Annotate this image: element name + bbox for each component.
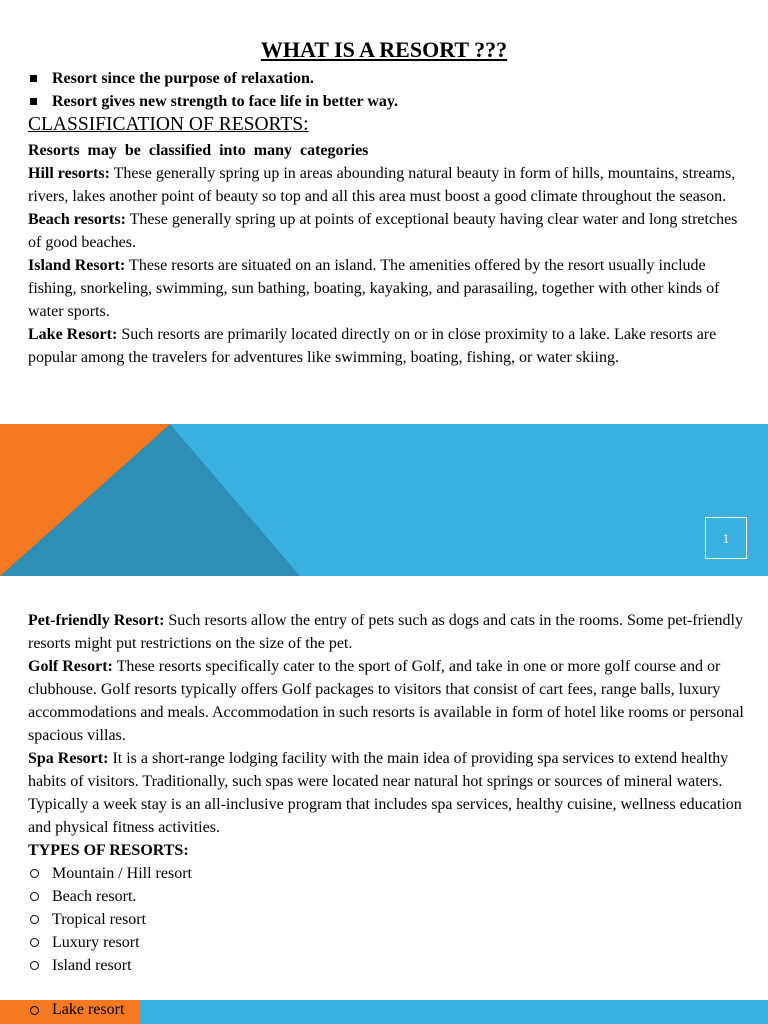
square-bullet-icon bbox=[30, 98, 37, 105]
circle-bullet-icon bbox=[30, 915, 39, 924]
banner-triangles bbox=[0, 424, 768, 576]
types-list bbox=[28, 862, 748, 977]
entry-beach-resorts: Beach resorts: These generally spring up at points of exceptional beauty having clear water and long stretches of good beaches. bbox=[28, 211, 738, 251]
bottom-banner bbox=[0, 1000, 768, 1024]
intro-bullet-list bbox=[28, 67, 398, 113]
slide-1 bbox=[0, 0, 768, 424]
list-item: Mountain / Hill resort bbox=[28, 862, 748, 885]
types-heading: TYPES OF RESORTS: bbox=[28, 842, 189, 859]
circle-bullet-icon bbox=[30, 938, 39, 947]
slide-title: WHAT IS A RESORT ??? bbox=[260, 37, 508, 62]
entry-island-resort: Island Resort: These resorts are situated on an island. The amenities offered by the resort usually include fishing, snorkeling, swimming, sun bathing, boating, kayaking, and parasailing, together with other kinds of water sports. bbox=[28, 257, 720, 320]
list-item: Beach resort. bbox=[28, 885, 748, 908]
circle-bullet-icon bbox=[30, 892, 39, 901]
slide-divider-banner bbox=[0, 424, 768, 576]
bullet-item: Resort gives new strength to face life in better way. bbox=[28, 90, 398, 113]
list-item: Island resort bbox=[28, 954, 748, 977]
classification-heading: CLASSIFICATION OF RESORTS: bbox=[28, 114, 309, 135]
entry-spa-resort: Spa Resort: It is a short-range lodging facility with the main idea of providing spa services to extend healthy habits of visitors. Traditionally, such spas were located near natural hot springs or sources of mineral waters. Typically a week stay is an all-inclusive program that includes spa services, healthy cuisine, wellness education and physical fitness activities. bbox=[28, 750, 742, 836]
page-number-box: 1 bbox=[705, 517, 747, 559]
entry-golf-resort: Golf Resort: These resorts specifically cater to the sport of Golf, and take in one or more golf course and or clubhouse. Golf resorts typically offers Golf packages to visitors that consist of cart fees, range balls, luxury accommodations and meals. Accommodation in such resorts is available in form of hotel like rooms or personal spacious villas. bbox=[28, 658, 744, 744]
entry-pet-friendly-resort: Pet-friendly Resort: Such resorts allow the entry of pets such as dogs and cats in the rooms. Some pet-friendly resorts might put restrictions on the size of the pet. bbox=[28, 612, 743, 652]
classification-body bbox=[28, 139, 748, 369]
bullet-item: Resort since the purpose of relaxation. bbox=[28, 67, 398, 90]
square-bullet-icon bbox=[30, 75, 37, 82]
list-item: Luxury resort bbox=[28, 931, 748, 954]
circle-bullet-icon bbox=[30, 1006, 39, 1015]
list-item: Tropical resort bbox=[28, 908, 748, 931]
entry-hill-resorts: Hill resorts: These generally spring up in areas abounding natural beauty in form of hills, mountains, streams, rivers, lakes another point of beauty so top and all this area must boost a good climate throughout the season. bbox=[28, 165, 736, 205]
circle-bullet-icon bbox=[30, 869, 39, 878]
circle-bullet-icon bbox=[30, 961, 39, 970]
entry-lake-resort: Lake Resort: Such resorts are primarily located directly on or in close proximity to a lake. Lake resorts are popular among the travelers for adventures like swimming, boating, fishing, or water skiing. bbox=[28, 326, 717, 366]
slide-2-body bbox=[28, 609, 748, 977]
list-item: Lake resort bbox=[28, 1000, 124, 1020]
categories-line: Resorts may be classified into many categories bbox=[28, 142, 369, 159]
